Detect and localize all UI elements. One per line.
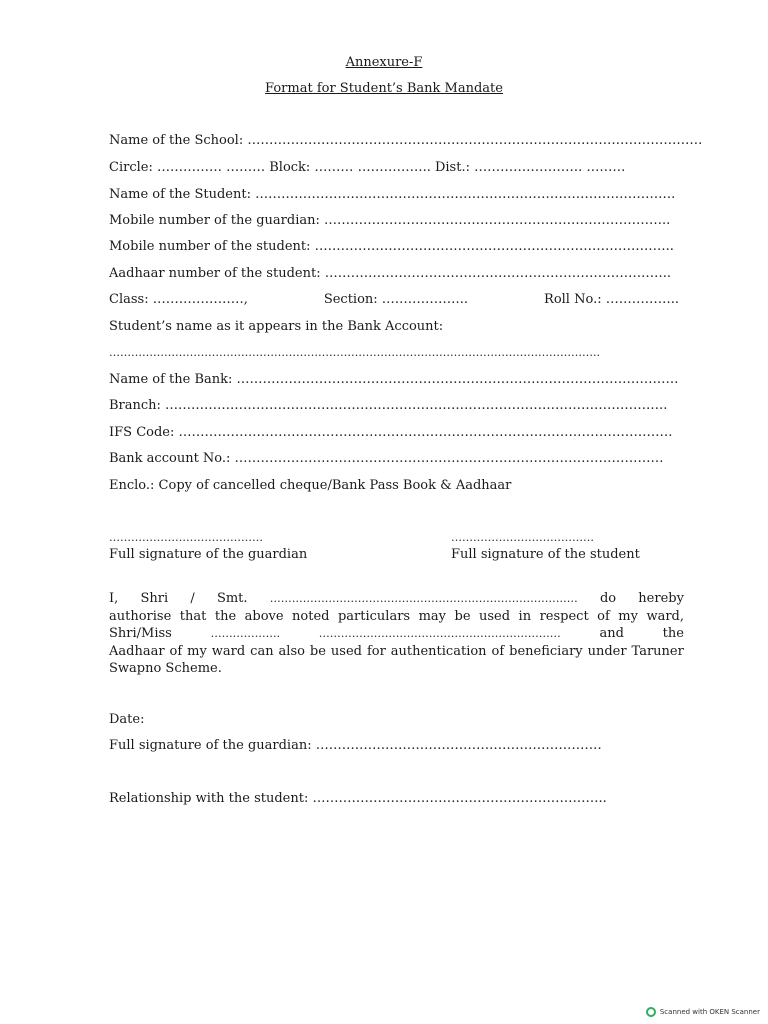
declaration-word: also bbox=[278, 643, 305, 659]
declaration-word: may bbox=[418, 608, 447, 624]
relationship-field: Relationship with the student: ………………………………………………………….. bbox=[109, 791, 607, 806]
declaration-line-2 bbox=[109, 608, 684, 626]
declaration-word: of bbox=[491, 643, 505, 659]
roll-field: Roll No.: …………….. bbox=[544, 292, 679, 307]
school-field: Name of the School: …………………………………………………………………………………………… bbox=[109, 133, 703, 148]
declaration-word: that bbox=[179, 608, 207, 624]
declaration-word: my bbox=[618, 608, 638, 624]
student-mobile-field: Mobile number of the student: ……………………………………………………………………….. bbox=[109, 239, 674, 254]
scanner-watermark bbox=[646, 1007, 760, 1017]
class-field: Class: …………………, bbox=[109, 292, 248, 307]
declaration-paragraph bbox=[109, 590, 684, 678]
circle-block-dist-field: Circle: …………… ……… Block: ……… …………….. Dist.: ……………………. ……… bbox=[109, 160, 626, 175]
declaration-word: I, bbox=[109, 591, 119, 606]
declaration-line-1 bbox=[109, 590, 684, 608]
bank-account-name-label: Student’s name as it appears in the Bank Account: bbox=[109, 319, 444, 334]
date-field: Date: bbox=[109, 712, 145, 727]
section-field: Section: ……………….. bbox=[323, 292, 469, 307]
declaration-word: above bbox=[244, 608, 284, 624]
declaration-word: beneficiary bbox=[509, 643, 583, 659]
declaration-word: noted bbox=[292, 608, 330, 624]
declaration-line-3 bbox=[109, 625, 684, 643]
declaration-word: used bbox=[330, 643, 362, 659]
annexure-heading: Annexure-F bbox=[345, 55, 423, 70]
declaration-word: Smt. bbox=[216, 591, 248, 606]
declaration-word: Shri bbox=[140, 591, 169, 606]
declaration-word: in bbox=[518, 608, 532, 624]
declaration-word: respect bbox=[539, 608, 589, 624]
declaration-line-4 bbox=[109, 643, 684, 661]
declaration-word: Aadhaar bbox=[109, 643, 165, 659]
declaration-word: Taruner bbox=[631, 643, 684, 659]
declaration-word: / bbox=[190, 591, 195, 606]
declaration-word: particulars bbox=[337, 608, 411, 624]
aadhaar-field: Aadhaar number of the student: …………………………………………………………………….. bbox=[109, 266, 671, 281]
declaration-word: be bbox=[309, 643, 326, 659]
declaration-word: for bbox=[366, 643, 386, 659]
branch-field: Branch: …………………………………………………………………………………………………….. bbox=[109, 398, 668, 413]
declaration-word: Shri/Miss bbox=[109, 626, 172, 641]
document-title: Format for Student’s Bank Mandate bbox=[265, 81, 503, 96]
declaration-word: ………………. bbox=[210, 627, 281, 640]
oken-scanner-icon bbox=[646, 1007, 656, 1017]
student-name-field: Name of the Student: ……………………………………………………………………………………. bbox=[109, 187, 676, 202]
declaration-word: of bbox=[597, 608, 610, 624]
declaration-word: of bbox=[169, 643, 183, 659]
scanner-text: Scanned with OKEN Scanner bbox=[659, 1008, 760, 1016]
ifs-code-field: IFS Code: …………………………………………………………………………………………………… bbox=[109, 425, 673, 440]
declaration-word: do bbox=[599, 591, 617, 606]
declaration-word: can bbox=[250, 643, 274, 659]
declaration-word: ………………………………………………………………………… bbox=[269, 592, 578, 605]
guardian-signature-label: Full signature of the guardian bbox=[109, 547, 308, 562]
declaration-word: be bbox=[454, 608, 471, 624]
declaration-word: used bbox=[479, 608, 511, 624]
student-signature-label: Full signature of the student bbox=[451, 547, 640, 562]
guardian-signature-line: …………………………………… bbox=[109, 531, 263, 544]
declaration-word: ward bbox=[211, 643, 246, 659]
declaration-word: under bbox=[587, 643, 627, 659]
guardian-mobile-field: Mobile number of the guardian: …………………………………………………………………….. bbox=[109, 213, 671, 228]
declaration-word: the bbox=[662, 626, 684, 641]
declaration-word: my bbox=[187, 643, 207, 659]
bank-account-field: Bank account No.: ……………………………………………………………………………………… bbox=[109, 451, 664, 466]
declaration-word: hereby bbox=[638, 591, 684, 606]
declaration-word: ………………………………………………………… bbox=[318, 627, 561, 640]
bank-account-name-dots: …………………………………………………………………………………………………………………….. bbox=[109, 346, 600, 359]
bank-name-field: Name of the Bank: ………………………………………………………………………………………… bbox=[109, 372, 679, 387]
class-section-roll-row bbox=[109, 292, 679, 307]
enclosure-note: Enclo.: Copy of cancelled cheque/Bank Pass Book & Aadhaar bbox=[109, 478, 512, 493]
guardian-signature-field: Full signature of the guardian: ………………………………………………………… bbox=[109, 738, 602, 753]
declaration-word: authentication bbox=[390, 643, 487, 659]
declaration-word: and bbox=[599, 626, 624, 641]
declaration-line-5: Swapno Scheme. bbox=[109, 661, 222, 676]
declaration-word: ward, bbox=[646, 608, 684, 624]
declaration-word: the bbox=[214, 608, 237, 624]
student-signature-line: ………………………………… bbox=[451, 531, 594, 544]
declaration-word: authorise bbox=[109, 608, 172, 624]
